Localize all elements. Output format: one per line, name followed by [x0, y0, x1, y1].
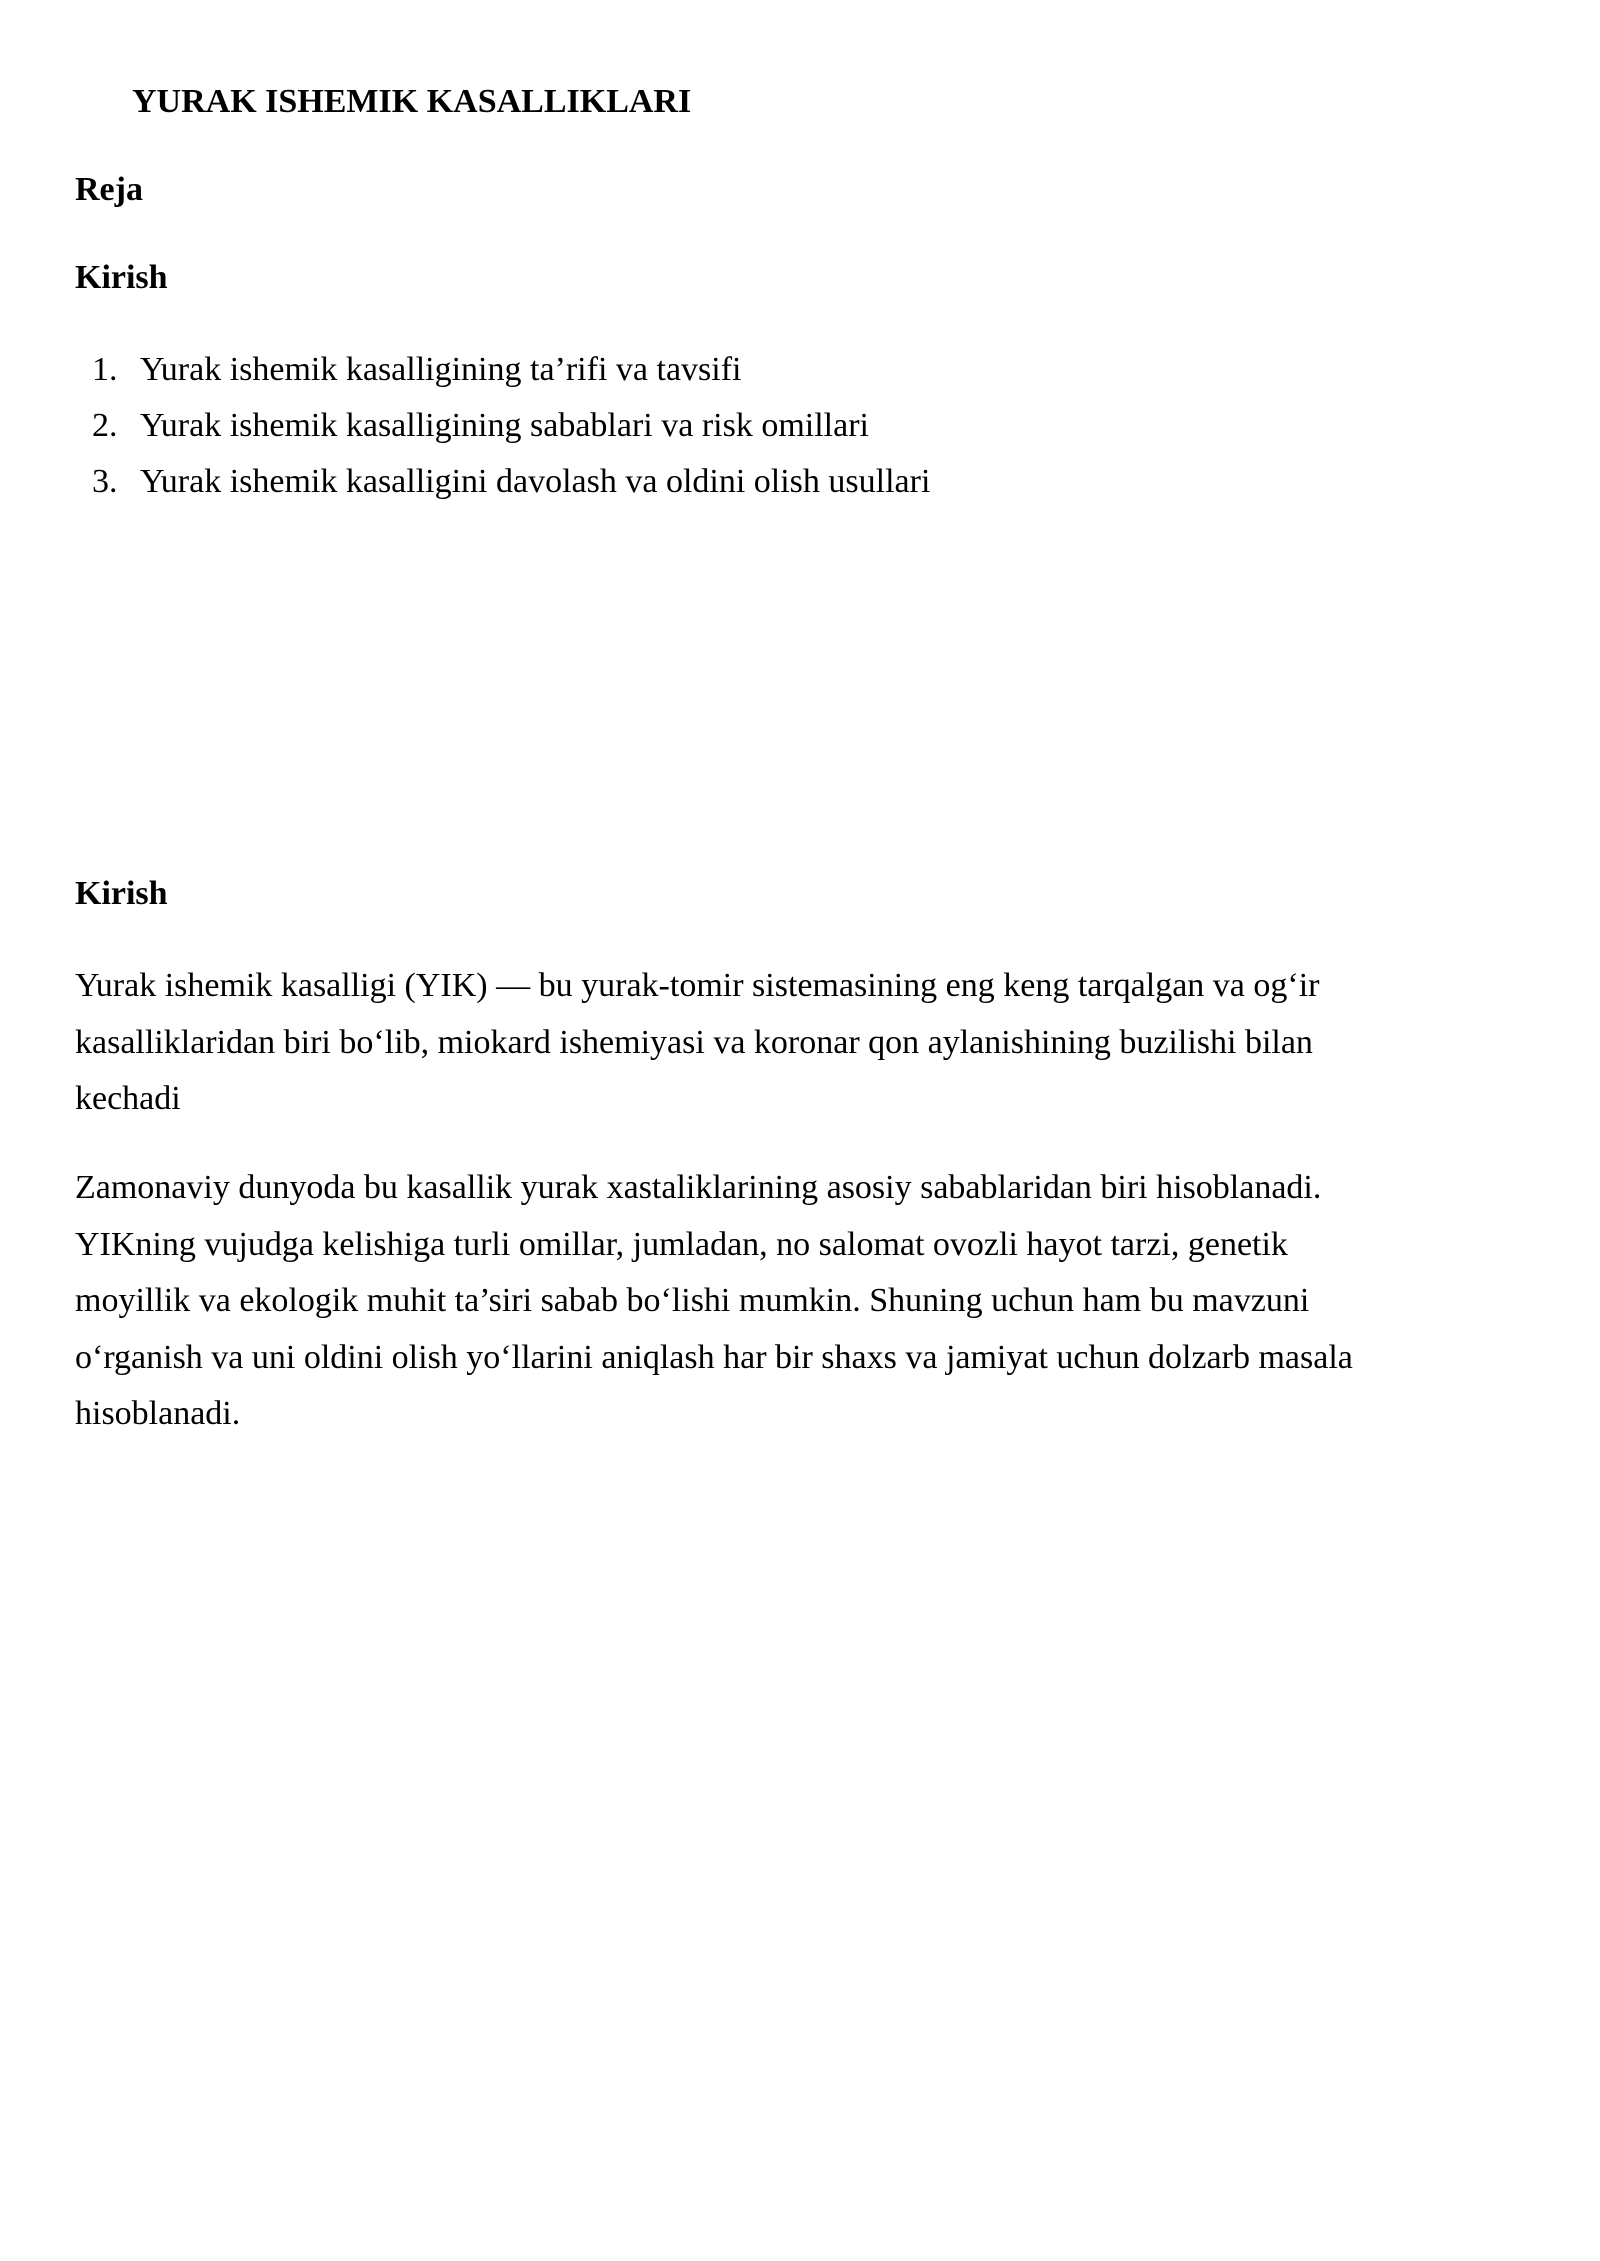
- intro-paragraph: [75, 958, 1535, 1128]
- paragraph-line: kechadi: [75, 1080, 181, 1117]
- paragraph-line: moyillik va ekologik muhit ta’siri sabab bo‘lishi mumkin. Shuning uchun ham bu mavzuni: [75, 1282, 1310, 1319]
- plan-item-number: 3.: [92, 463, 118, 500]
- plan-item-number: 1.: [92, 351, 118, 388]
- paragraph-line: kasalliklaridan biri bo‘lib, miokard ishemiyasi va koronar qon aylanishining buzilishi bilan: [75, 1023, 1313, 1061]
- paragraph-line: YIKning vujudga kelishiga turli omillar, jumladan, no salomat ovozli hayot tarzi, genetik: [75, 1225, 1288, 1263]
- intro-heading: Kirish: [75, 875, 168, 912]
- paragraph-line: hisoblanadi.: [75, 1395, 241, 1432]
- plan-item-number: 2.: [92, 407, 118, 444]
- document-title: YURAK ISHEMIK KASALLIKLARI: [132, 83, 692, 120]
- body-paragraph: [75, 1160, 1535, 1443]
- paragraph-line: o‘rganish va uni oldini olish yo‘llarini aniqlash har bir shaxs va jamiyat uchun dolzarb masala: [75, 1338, 1353, 1376]
- plan-item-text: Yurak ishemik kasalligining sabablari va risk omillari: [140, 407, 869, 444]
- paragraph-line: Yurak ishemik kasalligi (YIK) — bu yurak-tomir sistemasining eng keng tarqalgan va og‘ir: [75, 967, 1320, 1004]
- paragraph-line: Zamonaviy dunyoda bu kasallik yurak xastaliklarining asosiy sabablaridan biri hisoblanadi.: [75, 1169, 1322, 1206]
- plan-intro-heading: Kirish: [75, 259, 168, 296]
- plan-item-text: Yurak ishemik kasalligini davolash va oldini olish usullari: [140, 463, 931, 500]
- plan-heading: Reja: [75, 171, 143, 208]
- plan-item-text: Yurak ishemik kasalligining ta’rifi va tavsifi: [140, 351, 742, 388]
